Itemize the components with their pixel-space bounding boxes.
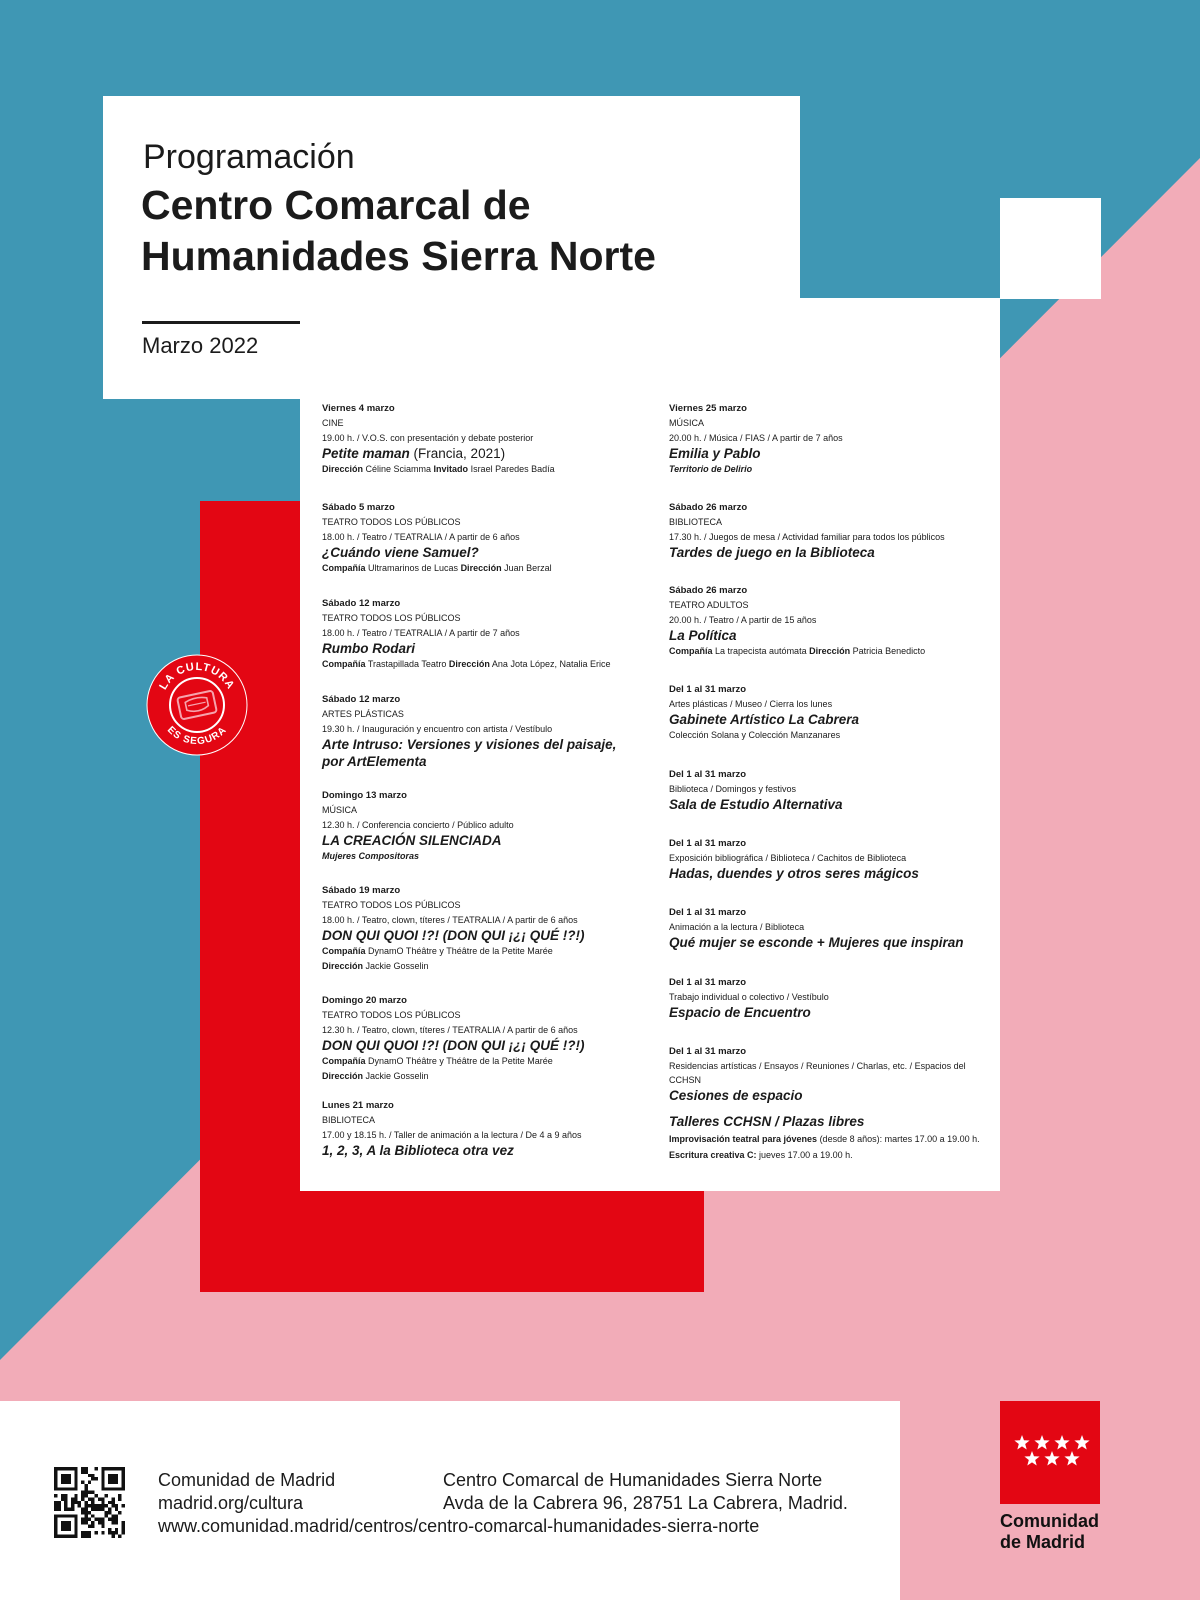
event-date: Viernes 4 marzo xyxy=(322,403,395,414)
footer-url-link[interactable]: www.comunidad.madrid/centros/centro-comarcal-humanidades-sierra-norte xyxy=(158,1516,760,1536)
event-credits xyxy=(322,657,652,672)
event-title-extra: (Francia, 2021) xyxy=(409,446,506,461)
credit-value: Patricia Benedicto xyxy=(850,646,926,656)
event-item xyxy=(669,975,999,1021)
event-detail: Residencias artísticas / Ensayos / Reuniones / Charlas, etc. / Espacios del CCHSN xyxy=(669,1061,966,1085)
footer-web-link[interactable]: madrid.org/cultura xyxy=(158,1493,304,1513)
event-title xyxy=(669,865,999,882)
event-date: Del 1 al 31 marzo xyxy=(669,838,747,849)
event-item xyxy=(669,767,999,813)
event-detail: Trabajo individual o colectivo / Vestíbulo xyxy=(669,992,829,1002)
credit-value: Ultramarinos de Lucas xyxy=(365,563,461,573)
event-item xyxy=(322,883,652,974)
event-title xyxy=(322,832,652,849)
event-date: Del 1 al 31 marzo xyxy=(669,907,747,918)
event-detail: 17.30 h. / Juegos de mesa / Actividad familiar para todos los públicos xyxy=(669,532,945,542)
footer-venue-name: Centro Comarcal de Humanidades Sierra Norte xyxy=(443,1470,823,1490)
credit-value: Jackie Gosselin xyxy=(363,1071,429,1081)
title-line-2: Humanidades Sierra Norte xyxy=(141,233,656,279)
credit-value: Israel Paredes Badía xyxy=(468,464,555,474)
event-date: Del 1 al 31 marzo xyxy=(669,684,747,695)
event-detail: Exposición bibliográfica / Biblioteca / Cachitos de Biblioteca xyxy=(669,853,907,863)
event-category: ARTES PLÁSTICAS xyxy=(322,709,404,719)
talleres-text: (desde 8 años): martes 17.00 a 19.00 h. xyxy=(817,1134,980,1144)
qr-code[interactable] xyxy=(54,1467,125,1538)
event-detail: Artes plásticas / Museo / Cierra los lunes xyxy=(669,699,833,709)
talleres-line xyxy=(669,1147,999,1163)
event-title-text: Espacio de Encuentro xyxy=(669,1005,811,1020)
event-title xyxy=(669,445,999,462)
star-icon xyxy=(1024,1451,1039,1465)
cultura-segura-badge xyxy=(146,654,248,756)
event-item xyxy=(669,905,999,951)
talleres-label: Improvisación teatral para jóvenes xyxy=(669,1134,818,1144)
event-title-text: Qué mujer se esconde + Mujeres que inspiran xyxy=(669,935,964,950)
footer-org: Comunidad de Madrid xyxy=(158,1470,336,1490)
event-item xyxy=(669,1044,999,1104)
credit-value: DynamO Théâtre y Théâtre de la Petite Marée xyxy=(365,946,553,956)
event-title xyxy=(669,544,999,561)
talleres-text: jueves 17.00 a 19.00 h. xyxy=(756,1150,853,1160)
event-date: Sábado 26 marzo xyxy=(669,502,748,513)
event-title-text: LA CREACIÓN SILENCIADA xyxy=(322,833,502,848)
event-title xyxy=(322,927,652,944)
event-detail: 19.30 h. / Inauguración y encuentro con artista / Vestíbulo xyxy=(322,724,553,734)
event-title xyxy=(322,736,652,753)
event-date: Sábado 5 marzo xyxy=(322,502,395,513)
credit-label: Invitado xyxy=(433,464,469,474)
event-item xyxy=(322,1098,652,1159)
event-date: Viernes 25 marzo xyxy=(669,403,747,414)
event-credits xyxy=(322,944,652,959)
badge-top-text: LA CULTURA xyxy=(157,660,237,692)
event-title-text: Gabinete Artístico La Cabrera xyxy=(669,712,860,727)
event-title xyxy=(669,1087,999,1104)
event-category: BIBLIOTECA xyxy=(669,517,723,527)
event-title xyxy=(322,544,652,561)
header-pretitle: Programación xyxy=(143,138,355,176)
talleres-line xyxy=(669,1131,999,1147)
event-item xyxy=(669,836,999,882)
credit-value: Juan Berzal xyxy=(501,563,552,573)
decorative-white-square xyxy=(1000,198,1101,299)
event-title-text: Hadas, duendes y otros seres mágicos xyxy=(669,866,919,881)
event-date: Sábado 12 marzo xyxy=(322,694,401,705)
event-item xyxy=(322,500,652,576)
credit-label: Dirección xyxy=(322,464,364,474)
event-subtitle: Mujeres Compositoras xyxy=(322,851,420,861)
seven-stars-icon xyxy=(1000,1401,1100,1504)
event-item xyxy=(322,788,652,864)
footer xyxy=(0,1401,900,1600)
badge-bottom-text: ES SEGURA xyxy=(164,724,230,748)
logo-text xyxy=(1000,1511,1130,1553)
event-title xyxy=(669,934,999,951)
event-category: MÚSICA xyxy=(669,418,705,428)
event-item xyxy=(322,993,652,1084)
event-detail: 19.00 h. / V.O.S. con presentación y debate posterior xyxy=(322,433,534,443)
event-item xyxy=(322,596,652,672)
credit-label: Compañía xyxy=(322,946,366,956)
event-item xyxy=(669,500,999,561)
event-detail: 17.00 y 18.15 h. / Taller de animación a la lectura / De 4 a 9 años xyxy=(322,1130,582,1140)
credit-label: Dirección xyxy=(322,1071,364,1081)
event-detail: 20.00 h. / Teatro / A partir de 15 años xyxy=(669,615,817,625)
event-category: TEATRO ADULTOS xyxy=(669,600,749,610)
star-icon xyxy=(1054,1435,1069,1449)
event-title-line-2: por ArtElementa xyxy=(322,754,427,769)
event-date: Domingo 20 marzo xyxy=(322,995,407,1006)
event-category: MÚSICA xyxy=(322,805,358,815)
credit-label: Dirección xyxy=(448,659,490,669)
event-credits xyxy=(322,561,652,576)
event-detail: 12.30 h. / Teatro, clown, títeres / TEATRALIA / A partir de 6 años xyxy=(322,1025,578,1035)
talleres-block xyxy=(669,1113,999,1163)
credit-value: DynamO Théâtre y Théâtre de la Petite Marée xyxy=(365,1056,553,1066)
program-card xyxy=(300,298,1000,1191)
event-title xyxy=(322,445,652,462)
event-item xyxy=(669,682,999,743)
event-category: CINE xyxy=(322,418,344,428)
star-icon xyxy=(1014,1435,1029,1449)
event-date: Del 1 al 31 marzo xyxy=(669,1046,747,1057)
event-title-text: Tardes de juego en la Biblioteca xyxy=(669,545,875,560)
credit-label: Compañía xyxy=(322,659,366,669)
credit-label: Dirección xyxy=(809,646,851,656)
event-credits xyxy=(322,959,652,974)
event-credits xyxy=(669,644,999,659)
event-detail: 18.00 h. / Teatro / TEATRALIA / A partir de 6 años xyxy=(322,532,520,542)
event-title xyxy=(669,1004,999,1021)
star-icon xyxy=(1034,1435,1049,1449)
event-title-text: Emilia y Pablo xyxy=(669,446,761,461)
event-title-text: DON QUI QUOI !?! (DON QUI ¡¿¡ QUÉ !?!) xyxy=(322,928,585,943)
event-detail: 18.00 h. / Teatro, clown, títeres / TEATRALIA / A partir de 6 años xyxy=(322,915,578,925)
credit-value: La trapecista autómata xyxy=(712,646,810,656)
event-detail: Animación a la lectura / Biblioteca xyxy=(669,922,805,932)
event-title-text: ¿Cuándo viene Samuel? xyxy=(322,545,479,560)
credit-value: Jackie Gosselin xyxy=(363,961,429,971)
credit-value: Céline Sciamma xyxy=(363,464,434,474)
event-note: Colección Solana y Colección Manzanares xyxy=(669,730,841,740)
event-title xyxy=(669,711,999,728)
credit-label: Compañía xyxy=(322,1056,366,1066)
event-item xyxy=(322,692,652,770)
title-line-1: Centro Comarcal de xyxy=(141,182,531,228)
event-title-text: La Política xyxy=(669,628,737,643)
talleres-label: Escritura creativa C: xyxy=(669,1150,757,1160)
event-date: Sábado 26 marzo xyxy=(669,585,748,596)
event-title xyxy=(322,1142,652,1159)
event-detail: 20.00 h. / Música / FIAS / A partir de 7 años xyxy=(669,433,843,443)
page-title xyxy=(141,180,761,282)
event-title-text: 1, 2, 3, A la Biblioteca otra vez xyxy=(322,1143,514,1158)
event-category: TEATRO TODOS LOS PÚBLICOS xyxy=(322,517,461,527)
event-date: Del 1 al 31 marzo xyxy=(669,977,747,988)
event-title-text: Cesiones de espacio xyxy=(669,1088,803,1103)
event-category: TEATRO TODOS LOS PÚBLICOS xyxy=(322,1010,461,1020)
credit-label: Dirección xyxy=(460,563,502,573)
event-title xyxy=(322,640,652,657)
event-title xyxy=(322,1037,652,1054)
event-title-text: DON QUI QUOI !?! (DON QUI ¡¿¡ QUÉ !?!) xyxy=(322,1038,585,1053)
star-icon xyxy=(1074,1435,1089,1449)
event-date: Sábado 12 marzo xyxy=(322,598,401,609)
event-date: Del 1 al 31 marzo xyxy=(669,769,747,780)
event-title-text: Arte Intruso: Versiones y visiones del paisaje, xyxy=(322,737,617,752)
event-detail: 18.00 h. / Teatro / TEATRALIA / A partir de 7 años xyxy=(322,628,520,638)
star-icon xyxy=(1044,1451,1059,1465)
event-date: Lunes 21 marzo xyxy=(322,1100,394,1111)
event-detail: Biblioteca / Domingos y festivos xyxy=(669,784,797,794)
credit-value: Ana Jota López, Natalia Erice xyxy=(489,659,611,669)
event-item xyxy=(669,583,999,659)
event-item xyxy=(322,401,652,477)
credit-label: Dirección xyxy=(322,961,364,971)
credit-label: Compañía xyxy=(669,646,713,656)
header-date: Marzo 2022 xyxy=(142,333,259,358)
talleres-title: Talleres CCHSN / Plazas libres xyxy=(669,1114,865,1129)
logo-line-1: Comunidad xyxy=(1000,1511,1099,1531)
comunidad-madrid-logo xyxy=(1000,1401,1100,1504)
credit-value: Trastapillada Teatro xyxy=(365,659,449,669)
event-title-text: Rumbo Rodari xyxy=(322,641,415,656)
event-credits xyxy=(322,462,652,477)
event-credits xyxy=(322,1069,652,1084)
event-category: TEATRO TODOS LOS PÚBLICOS xyxy=(322,900,461,910)
event-title-text: Sala de Estudio Alternativa xyxy=(669,797,843,812)
event-title xyxy=(669,796,999,813)
event-title-text: Petite maman xyxy=(322,446,410,461)
event-detail: 12.30 h. / Conferencia concierto / Público adulto xyxy=(322,820,514,830)
credit-label: Compañía xyxy=(322,563,366,573)
logo-line-2: de Madrid xyxy=(1000,1532,1086,1552)
event-category: TEATRO TODOS LOS PÚBLICOS xyxy=(322,613,461,623)
event-item xyxy=(669,401,999,477)
event-title xyxy=(669,627,999,644)
event-credits xyxy=(322,1054,652,1069)
event-category: BIBLIOTECA xyxy=(322,1115,376,1125)
event-subtitle: Territorio de Delirio xyxy=(669,464,753,474)
footer-venue-address: Avda de la Cabrera 96, 28751 La Cabrera, Madrid. xyxy=(443,1493,848,1513)
star-icon xyxy=(1064,1451,1079,1465)
event-date: Domingo 13 marzo xyxy=(322,790,407,801)
event-date: Sábado 19 marzo xyxy=(322,885,401,896)
